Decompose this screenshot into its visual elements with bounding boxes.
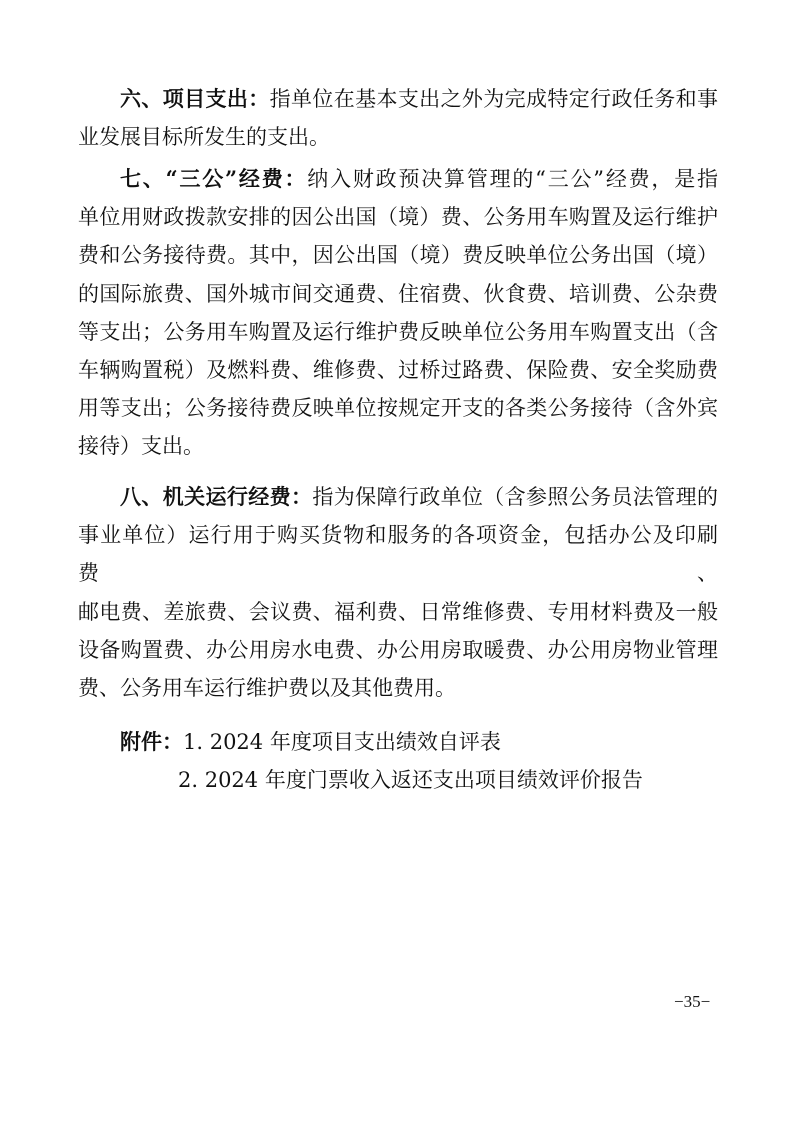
text-line: 费和公务接待费。其中，因公出国（境）费反映单位公务出国（境）	[78, 243, 718, 268]
section-label: 八、机关运行经费：	[120, 484, 313, 509]
section-project-expenditure	[78, 80, 718, 156]
section-agency-operating-expenses	[78, 478, 718, 707]
text-line: 的国际旅费、国外城市间交通费、住宿费、伙食费、培训费、公杂费	[78, 281, 718, 306]
attachment-2	[178, 765, 643, 795]
text-line: 纳入财政预决算管理的“三公”经费，是指	[307, 167, 718, 191]
attachment-2-text: 2. 2024 年度门票收入返还支出项目绩效评价报告	[178, 768, 643, 792]
text-line: 业发展目标所发生的支出。	[78, 125, 330, 150]
text-line: 车辆购置税）及燃料费、维修费、过桥过路费、保险费、安全奖励费	[78, 358, 718, 383]
attachment-1-text: 1. 2024 年度项目支出绩效自评表	[183, 730, 501, 754]
text-line: 接待）支出。	[78, 434, 204, 459]
page-number: −35−	[674, 992, 711, 1011]
section-three-public-expenses	[78, 160, 718, 466]
text-line: 用等支出；公务接待费反映单位按规定开支的各类公务接待（含外宾	[78, 396, 718, 421]
text-line: 单位用财政拨款安排的因公出国（境）费、公务用车购置及运行维护	[78, 205, 718, 230]
attachments-label: 附件：	[120, 729, 183, 754]
text-line: 事业单位）运行用于购买货物和服务的各项资金，包括办公及印刷费、	[78, 523, 718, 586]
text-line: 指单位在基本支出之外为完成特定行政任务和事	[269, 87, 718, 111]
attachment-1	[120, 727, 501, 757]
text-line: 设备购置费、办公用房水电费、办公用房取暖费、办公用房物业管理	[78, 637, 718, 662]
section-label: 七、“三公”经费：	[120, 166, 308, 191]
text-line: 指为保障行政单位（含参照公务员法管理的	[312, 485, 719, 509]
text-line: 费、公务用车运行维护费以及其他费用。	[78, 676, 456, 701]
text-line: 等支出；公务用车购置及运行维护费反映单位公务用车购置支出（含	[78, 319, 718, 344]
text-line: 邮电费、差旅费、会议费、福利费、日常维修费、专用材料费及一般	[78, 599, 718, 624]
section-label: 六、项目支出：	[120, 86, 270, 111]
